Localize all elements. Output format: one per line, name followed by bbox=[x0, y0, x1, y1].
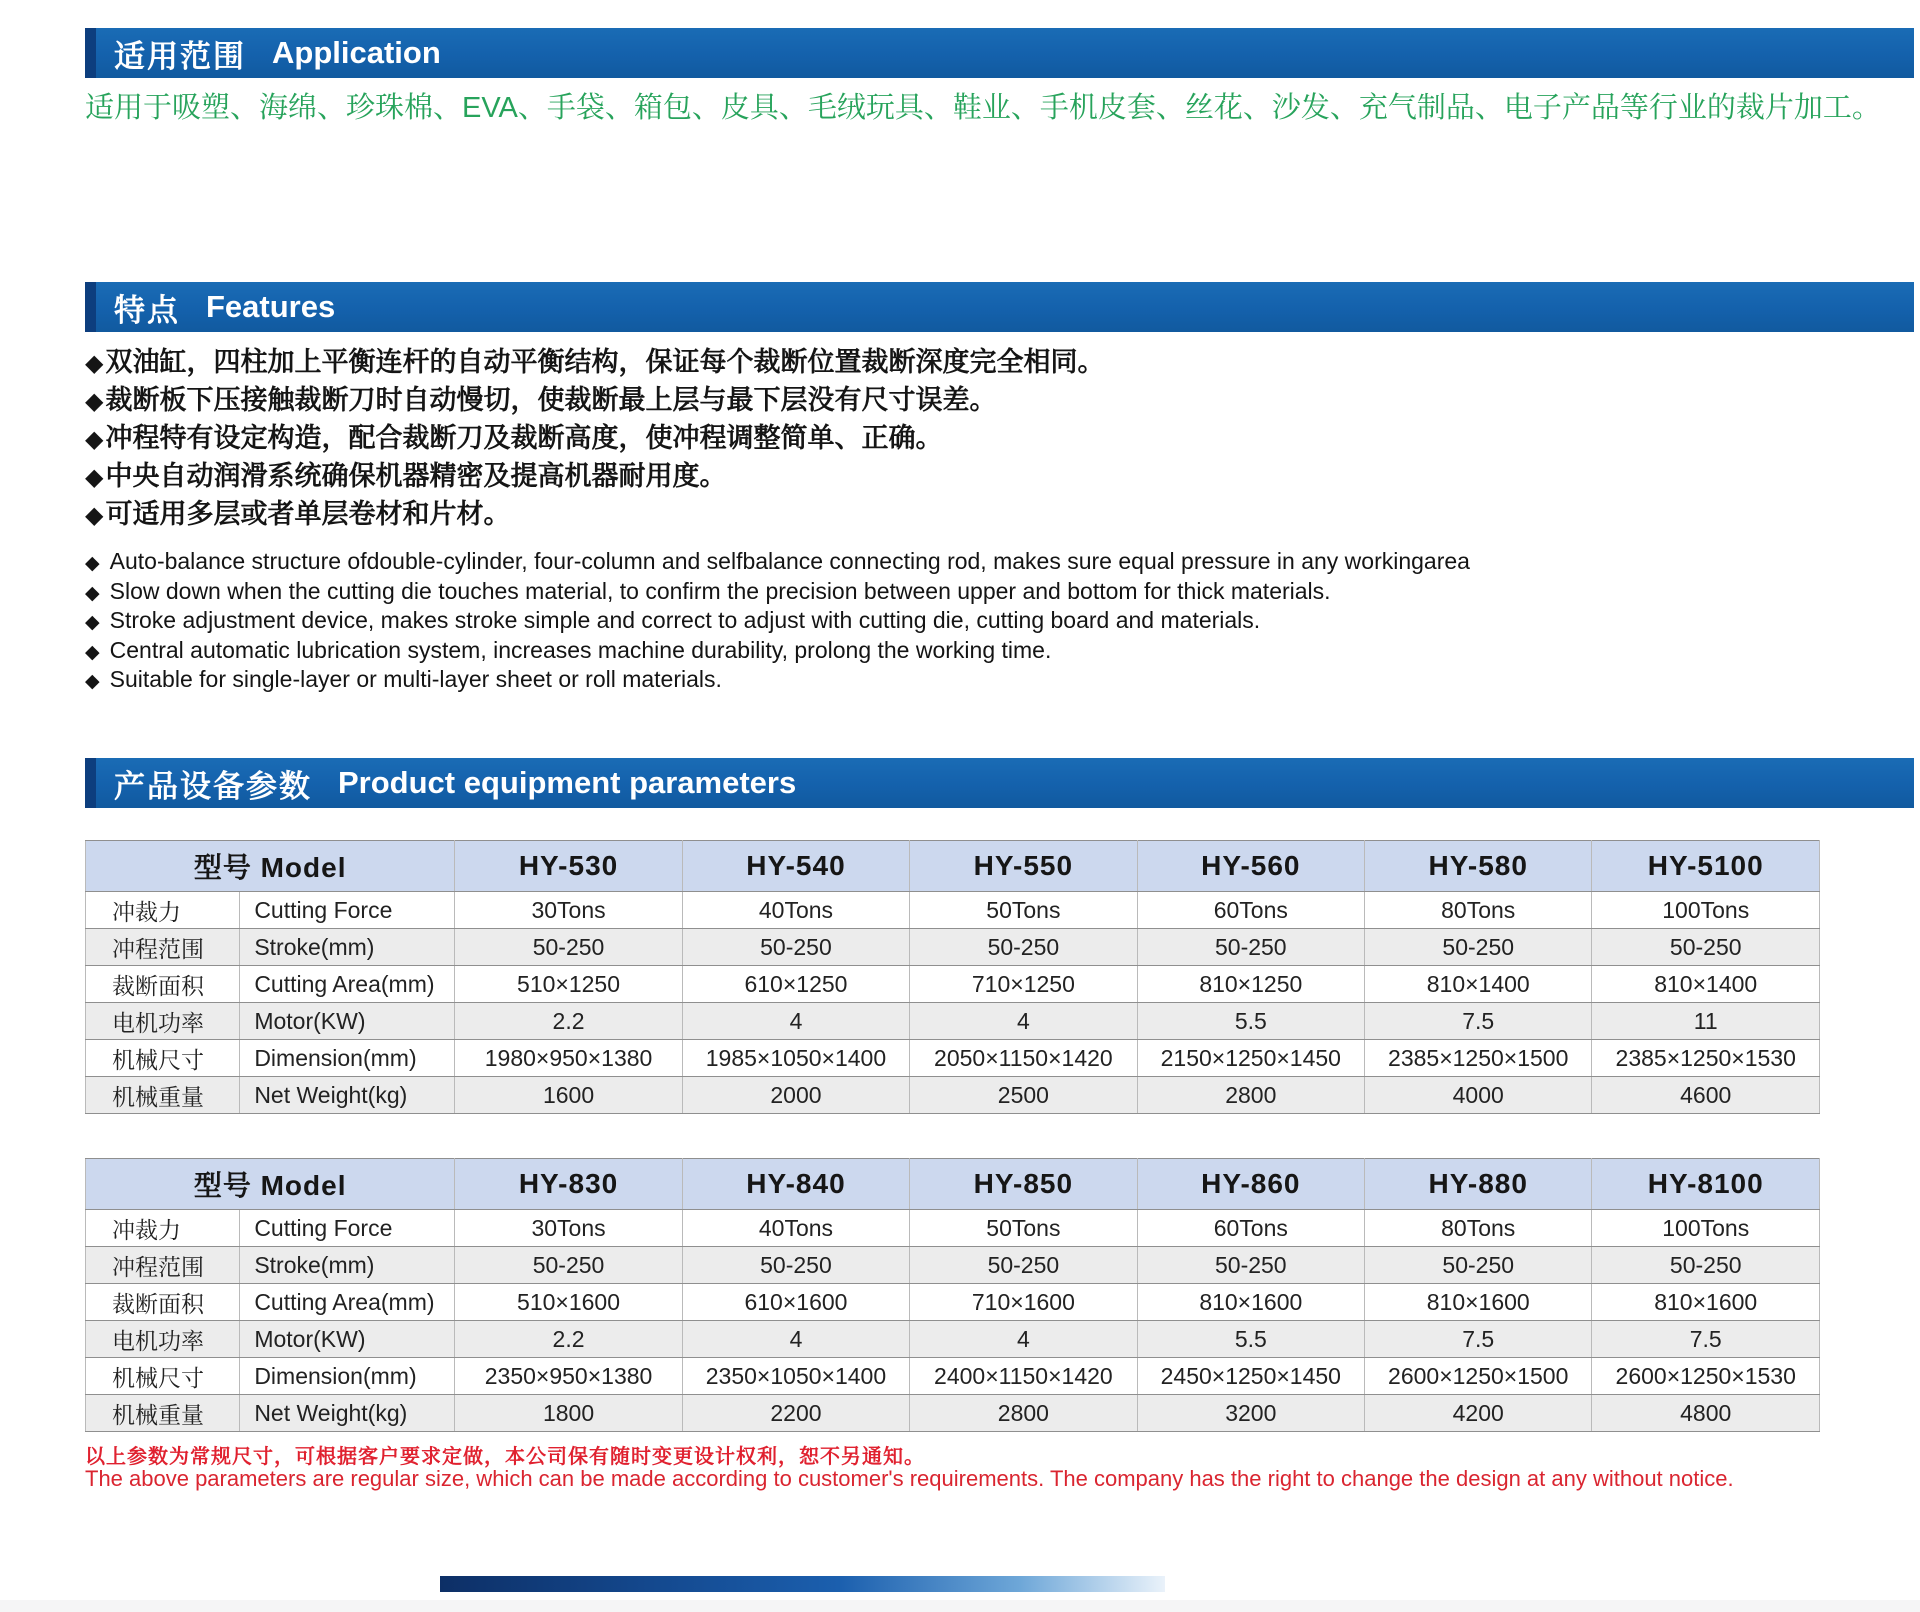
param-value: 4 bbox=[682, 1321, 909, 1358]
param-value: 2050×1150×1420 bbox=[910, 1040, 1137, 1077]
param-label-en: Stroke(mm) bbox=[240, 1247, 455, 1284]
features-title-zh: 特点 bbox=[114, 292, 180, 328]
param-value: 2800 bbox=[910, 1395, 1137, 1432]
param-value: 2.2 bbox=[455, 1321, 682, 1358]
param-value: 50-250 bbox=[455, 1247, 682, 1284]
param-value: 50-250 bbox=[682, 1247, 909, 1284]
features-list-zh bbox=[85, 344, 1900, 534]
param-value: 100Tons bbox=[1592, 892, 1820, 929]
application-description: 适用于吸塑、海绵、珍珠棉、EVA、手袋、箱包、皮具、毛绒玩具、鞋业、手机皮套、丝花、沙发、充气制品、电子产品等行业的裁片加工。 bbox=[85, 92, 1881, 124]
param-value: 50-250 bbox=[455, 929, 682, 966]
param-label-en: Dimension(mm) bbox=[240, 1040, 455, 1077]
param-value: 510×1600 bbox=[455, 1284, 682, 1321]
spec-row bbox=[86, 892, 1820, 929]
param-value: 2600×1250×1530 bbox=[1592, 1358, 1820, 1395]
feature-item-zh: ◆ 可适用多层或者单层卷材和片材。 bbox=[85, 496, 1900, 534]
page-bottom-strip bbox=[0, 1600, 1920, 1612]
feature-item-en: ◆ Stroke adjustment device, makes stroke simple and correct to adjust with cutting die, cutting board and materials. bbox=[85, 607, 1900, 637]
param-value: 810×1600 bbox=[1365, 1284, 1592, 1321]
param-value: 2400×1150×1420 bbox=[910, 1358, 1137, 1395]
param-value: 30Tons bbox=[455, 892, 682, 929]
param-value: 4 bbox=[910, 1321, 1137, 1358]
param-value: 810×1600 bbox=[1137, 1284, 1364, 1321]
spec-row bbox=[86, 1210, 1820, 1247]
param-value: 2500 bbox=[910, 1077, 1137, 1114]
param-value: 2450×1250×1450 bbox=[1137, 1358, 1364, 1395]
param-value: 2200 bbox=[682, 1395, 909, 1432]
model-name-cell: HY-840 bbox=[682, 1159, 909, 1210]
param-value: 810×1400 bbox=[1365, 966, 1592, 1003]
model-header-cell: 型号 Model bbox=[86, 1159, 455, 1210]
param-value: 810×1600 bbox=[1592, 1284, 1820, 1321]
application-title-en: Application bbox=[272, 35, 441, 70]
param-value: 5.5 bbox=[1137, 1003, 1364, 1040]
model-name-cell: HY-560 bbox=[1137, 841, 1364, 892]
param-value: 2385×1250×1530 bbox=[1592, 1040, 1820, 1077]
section-header-parameters bbox=[85, 758, 1914, 808]
param-label-zh: 裁断面积 bbox=[86, 966, 240, 1003]
param-label-zh: 冲程范围 bbox=[86, 929, 240, 966]
param-value: 810×1400 bbox=[1592, 966, 1820, 1003]
param-value: 50-250 bbox=[1592, 1247, 1820, 1284]
param-value: 2000 bbox=[682, 1077, 909, 1114]
spec-row bbox=[86, 1358, 1820, 1395]
table-header-row bbox=[86, 1159, 1820, 1210]
param-value: 2350×950×1380 bbox=[455, 1358, 682, 1395]
param-value: 4000 bbox=[1365, 1077, 1592, 1114]
param-value: 30Tons bbox=[455, 1210, 682, 1247]
param-value: 610×1600 bbox=[682, 1284, 909, 1321]
param-value: 1980×950×1380 bbox=[455, 1040, 682, 1077]
param-value: 40Tons bbox=[682, 1210, 909, 1247]
param-value: 50-250 bbox=[682, 929, 909, 966]
parameters-title-en: Product equipment parameters bbox=[338, 765, 797, 800]
model-name-cell: HY-830 bbox=[455, 1159, 682, 1210]
spec-row bbox=[86, 1247, 1820, 1284]
features-list-en bbox=[85, 548, 1900, 696]
param-label-en: Dimension(mm) bbox=[240, 1358, 455, 1395]
param-label-zh: 电机功率 bbox=[86, 1003, 240, 1040]
param-label-zh: 机械重量 bbox=[86, 1395, 240, 1432]
param-value: 2385×1250×1500 bbox=[1365, 1040, 1592, 1077]
param-value: 50-250 bbox=[910, 929, 1137, 966]
param-value: 80Tons bbox=[1365, 892, 1592, 929]
param-label-zh: 冲裁力 bbox=[86, 892, 240, 929]
param-label-en: Net Weight(kg) bbox=[240, 1395, 455, 1432]
param-label-zh: 裁断面积 bbox=[86, 1284, 240, 1321]
param-label-zh: 机械尺寸 bbox=[86, 1040, 240, 1077]
param-label-en: Motor(KW) bbox=[240, 1003, 455, 1040]
param-value: 50-250 bbox=[1592, 929, 1820, 966]
param-value: 4 bbox=[682, 1003, 909, 1040]
param-value: 7.5 bbox=[1365, 1321, 1592, 1358]
param-value: 100Tons bbox=[1592, 1210, 1820, 1247]
param-value: 5.5 bbox=[1137, 1321, 1364, 1358]
param-value: 50-250 bbox=[1137, 929, 1364, 966]
model-name-cell: HY-580 bbox=[1365, 841, 1592, 892]
spec-table-hy5-series bbox=[85, 840, 1820, 1114]
spec-table-hy8-series bbox=[85, 1158, 1820, 1432]
spec-row bbox=[86, 1321, 1820, 1358]
spec-row bbox=[86, 1077, 1820, 1114]
param-label-en: Net Weight(kg) bbox=[240, 1077, 455, 1114]
param-value: 610×1250 bbox=[682, 966, 909, 1003]
param-value: 50-250 bbox=[1365, 1247, 1592, 1284]
param-value: 1600 bbox=[455, 1077, 682, 1114]
param-label-zh: 机械重量 bbox=[86, 1077, 240, 1114]
model-name-cell: HY-880 bbox=[1365, 1159, 1592, 1210]
param-value: 80Tons bbox=[1365, 1210, 1592, 1247]
param-value: 4200 bbox=[1365, 1395, 1592, 1432]
param-value: 1800 bbox=[455, 1395, 682, 1432]
model-name-cell: HY-530 bbox=[455, 841, 682, 892]
spec-row bbox=[86, 1003, 1820, 1040]
section-header-features bbox=[85, 282, 1914, 332]
param-value: 810×1250 bbox=[1137, 966, 1364, 1003]
param-label-zh: 机械尺寸 bbox=[86, 1358, 240, 1395]
param-value: 4600 bbox=[1592, 1077, 1820, 1114]
param-value: 3200 bbox=[1137, 1395, 1364, 1432]
spec-row bbox=[86, 1040, 1820, 1077]
model-name-cell: HY-540 bbox=[682, 841, 909, 892]
spec-row bbox=[86, 929, 1820, 966]
param-value: 4 bbox=[910, 1003, 1137, 1040]
feature-item-zh: ◆ 冲程特有设定构造，配合裁断刀及裁断高度，使冲程调整简单、正确。 bbox=[85, 420, 1900, 458]
param-value: 7.5 bbox=[1592, 1321, 1820, 1358]
param-value: 50-250 bbox=[1365, 929, 1592, 966]
model-header-cell: 型号 Model bbox=[86, 841, 455, 892]
features-title-en: Features bbox=[206, 289, 336, 324]
param-label-zh: 冲程范围 bbox=[86, 1247, 240, 1284]
param-label-en: Cutting Area(mm) bbox=[240, 966, 455, 1003]
disclaimer-zh: 以上参数为常规尺寸，可根据客户要求定做，本公司保有随时变更设计权利，恕不另通知。 bbox=[85, 1446, 925, 1468]
param-label-en: Cutting Force bbox=[240, 892, 455, 929]
section-header-application bbox=[85, 28, 1914, 78]
param-value: 2800 bbox=[1137, 1077, 1364, 1114]
model-name-cell: HY-850 bbox=[910, 1159, 1137, 1210]
disclaimer-en: The above parameters are regular size, which can be made according to customer's requirements. The company has the right to change the design at any without notice. bbox=[85, 1466, 1734, 1491]
param-label-zh: 电机功率 bbox=[86, 1321, 240, 1358]
param-value: 50-250 bbox=[1137, 1247, 1364, 1284]
param-value: 7.5 bbox=[1365, 1003, 1592, 1040]
param-value: 11 bbox=[1592, 1003, 1820, 1040]
spec-row bbox=[86, 966, 1820, 1003]
spec-row bbox=[86, 1395, 1820, 1432]
parameters-title-zh: 产品设备参数 bbox=[114, 768, 312, 804]
feature-item-en: ◆ Slow down when the cutting die touches material, to confirm the precision between upper and bottom for thick materials. bbox=[85, 578, 1900, 608]
application-title-zh: 适用范围 bbox=[114, 38, 246, 74]
feature-item-zh: ◆ 双油缸，四柱加上平衡连杆的自动平衡结构，保证每个裁断位置裁断深度完全相同。 bbox=[85, 344, 1900, 382]
param-value: 710×1600 bbox=[910, 1284, 1137, 1321]
param-value: 510×1250 bbox=[455, 966, 682, 1003]
param-label-zh: 冲裁力 bbox=[86, 1210, 240, 1247]
param-value: 2600×1250×1500 bbox=[1365, 1358, 1592, 1395]
model-name-cell: HY-550 bbox=[910, 841, 1137, 892]
param-value: 50Tons bbox=[910, 1210, 1137, 1247]
param-label-en: Stroke(mm) bbox=[240, 929, 455, 966]
feature-item-en: ◆ Auto-balance structure ofdouble-cylinder, four-column and selfbalance connecting rod, makes sure equal pressure in any workingarea bbox=[85, 548, 1900, 578]
param-label-en: Cutting Force bbox=[240, 1210, 455, 1247]
model-name-cell: HY-860 bbox=[1137, 1159, 1364, 1210]
feature-item-en: ◆ Central automatic lubrication system, increases machine durability, prolong the working time. bbox=[85, 637, 1900, 667]
param-value: 60Tons bbox=[1137, 892, 1364, 929]
param-label-en: Motor(KW) bbox=[240, 1321, 455, 1358]
table-header-row bbox=[86, 841, 1820, 892]
footer-accent-bar bbox=[440, 1576, 1165, 1592]
param-value: 40Tons bbox=[682, 892, 909, 929]
param-value: 60Tons bbox=[1137, 1210, 1364, 1247]
param-label-en: Cutting Area(mm) bbox=[240, 1284, 455, 1321]
param-value: 2350×1050×1400 bbox=[682, 1358, 909, 1395]
feature-item-zh: ◆ 裁断板下压接触裁断刀时自动慢切，使裁断最上层与最下层没有尺寸误差。 bbox=[85, 382, 1900, 420]
param-value: 2.2 bbox=[455, 1003, 682, 1040]
spec-row bbox=[86, 1284, 1820, 1321]
param-value: 4800 bbox=[1592, 1395, 1820, 1432]
param-value: 50Tons bbox=[910, 892, 1137, 929]
param-value: 710×1250 bbox=[910, 966, 1137, 1003]
param-value: 1985×1050×1400 bbox=[682, 1040, 909, 1077]
feature-item-zh: ◆ 中央自动润滑系统确保机器精密及提高机器耐用度。 bbox=[85, 458, 1900, 496]
param-value: 2150×1250×1450 bbox=[1137, 1040, 1364, 1077]
model-name-cell: HY-8100 bbox=[1592, 1159, 1820, 1210]
param-value: 50-250 bbox=[910, 1247, 1137, 1284]
feature-item-en: ◆ Suitable for single-layer or multi-layer sheet or roll materials. bbox=[85, 666, 1900, 696]
model-name-cell: HY-5100 bbox=[1592, 841, 1820, 892]
